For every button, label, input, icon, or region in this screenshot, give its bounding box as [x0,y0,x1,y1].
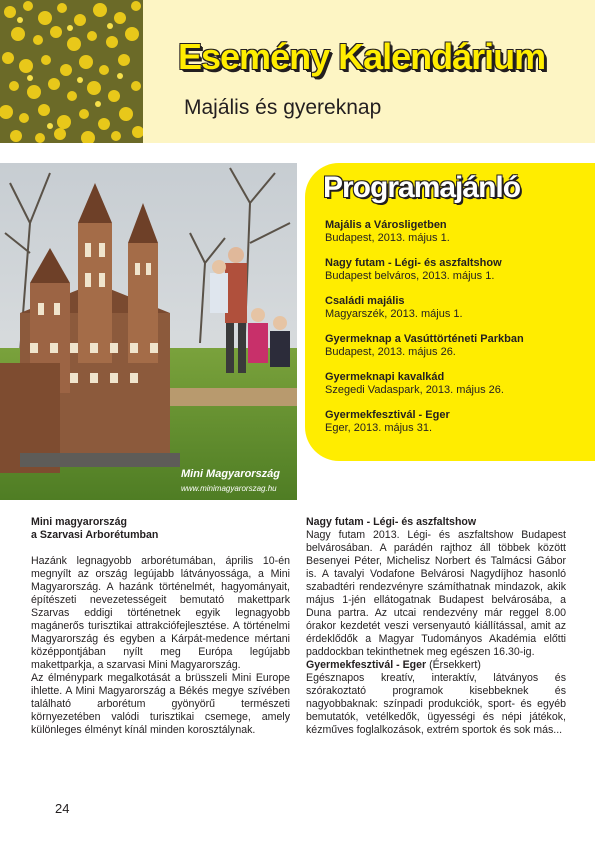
page-title: Esemény Kalendárium [178,36,546,77]
program-item-name: Majális a Városligetben [325,219,447,231]
article-paragraph: Egésznapos kreatív, interaktív, látványos és szórakoztató programok kisebbeknek és nagyobbaknak: színpadi produkciók, sport- és egyéb bemutatók, vetélkedők, ügyességi és népi játékok, kézműves foglalkozások, extrém sportok és sok más... [306,672,566,736]
article-heading-line [306,659,566,672]
program-item-detail: Budapest, 2013. május 26. [325,345,456,358]
article-heading: Mini magyarország [31,516,127,528]
program-item [325,257,587,282]
mini-hungary-photo [0,163,297,500]
page-number: 24 [55,801,70,816]
article-heading: Nagy futam - Légi- és aszfaltshow [306,516,477,528]
photo-caption-title: Mini Magyarország [181,468,281,480]
program-item [325,295,587,320]
article-paragraph: Nagy futam 2013. Légi- és aszfaltshow Budapest belvárosában. A parádén rajthoz áll többek között Besenyei Péter, Michelisz Norbert és Talmácsi Gábor is. A tavalyi Vodafone Belvárosi Nagydíjhoz hasonló szabadtéri rendezvényre számíthatnak mindazok, akik május 1-jén ellátogatnak Budapest belvárosába, a Duna partra. Az utcai rendezvény már reggel 8.00 órakor kezdetét veszi versenyautó kiállítással, amit az érdeklődők a Magyar Tudományos Akadémia előtti paddockban tekinthetnek meg egészen 16.30-ig. [306,529,566,658]
program-item-detail: Szegedi Vadaspark, 2013. május 26. [325,383,504,396]
program-box-title: Programajánló [323,171,521,204]
right-article [306,516,566,737]
article-heading-suffix: (Érsekkert) [426,659,481,671]
program-item [325,219,587,244]
photo-caption-url: www.minimagyarorszag.hu [181,484,277,493]
program-item-detail: Magyarszék, 2013. május 1. [325,307,463,320]
program-item-detail: Budapest belváros, 2013. május 1. [325,269,495,282]
article-heading: a Szarvasi Arborétumban [31,529,159,541]
program-item-name: Gyermeknap a Vasúttörténeti Parkban [325,333,524,345]
program-item [325,409,587,434]
program-item-name: Családi majális [325,295,405,307]
article-paragraph: Az élménypark megalkotását a brüsszeli Mini Europe ihlette. A Mini Magyarország a Békés megye szívében található arborétum gyönyörű természeti környezetében valódi turisztikai csemege, amely különleges élményt kínál minden korosztálynak. [31,672,290,736]
article-paragraph: Hazánk legnagyobb arborétumában, április 10-én megnyílt az ország legújabb látványossága, a Mini Magyarország. A hazánk történelmét, hagyományait, építészeti nevezetességeit bemutató makettpark Szarvas eddigi történetnek egyik legnagyobb magánerős turisztikai attrakciófejlesztése. A történelmi Magyarország és egyben a Kárpát-medence mértani középpontjában nyílt meg Európa legújabb makettparkja, a szarvasi Mini Magyarország. [31,555,290,671]
forsythia-photo [0,0,143,143]
program-item-detail: Budapest, 2013. május 1. [325,231,450,244]
program-item-name: Gyermekfesztivál - Eger [325,409,450,421]
program-item-detail: Eger, 2013. május 31. [325,421,433,434]
program-item [325,333,587,358]
page-subtitle: Majális és gyereknap [184,96,382,119]
program-list [325,219,587,447]
article-heading: Gyermekfesztivál - Eger [306,659,427,671]
left-article [31,516,290,737]
program-item-name: Nagy futam - Légi- és aszfaltshow [325,257,502,269]
program-item-name: Gyermeknapi kavalkád [325,371,445,383]
program-item [325,371,587,396]
